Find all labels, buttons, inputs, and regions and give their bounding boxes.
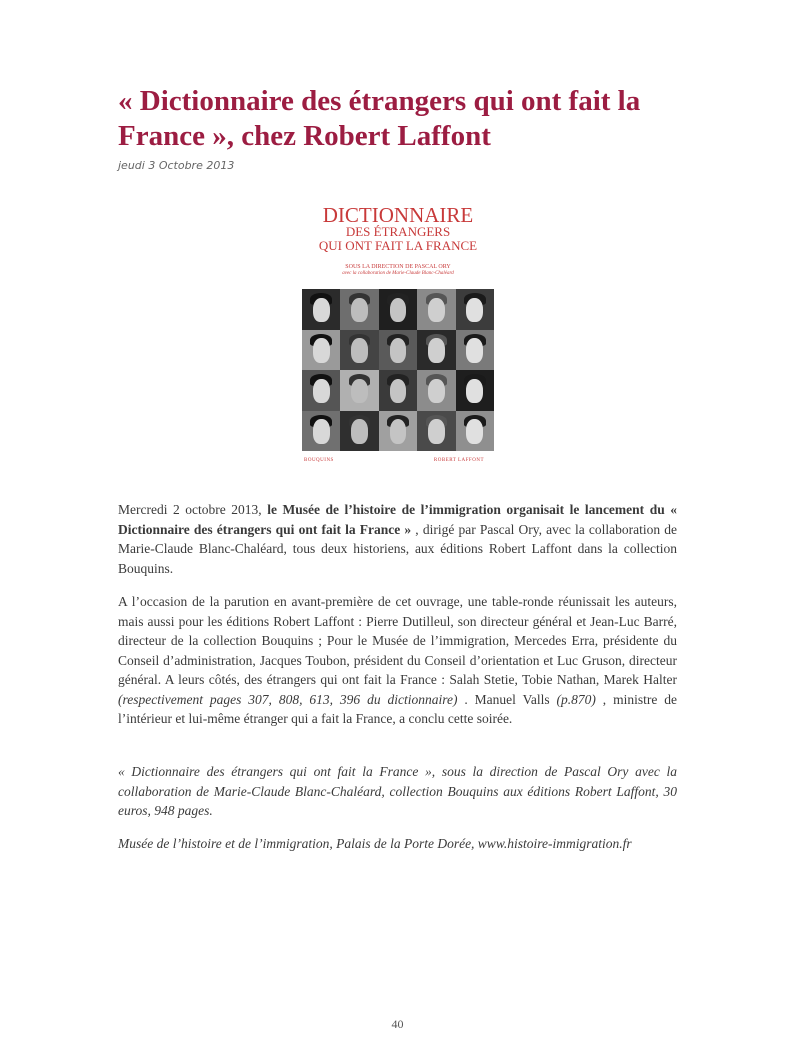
portrait-photo [456,330,494,371]
paragraph-roundtable [118,592,677,729]
intro-bold: le Musée de l’histoire de l’immigration organisait le lancement du « Dictionnaire des étrangers qui ont fait la France » [118,502,677,537]
portrait-photo [417,330,455,371]
portrait-face [428,379,445,403]
article-title: « Dictionnaire des étrangers qui ont fait la France », chez Robert Laffont [118,85,641,152]
cover-direction: SOUS LA DIRECTION DE PASCAL ORY [345,264,451,270]
intro-text-2: , dirigé par Pascal Ory, avec la collaboration de Marie-Claude Blanc-Chaléard, tous deux historiens, aux éditions Robert Laffont dans la collection Bouquins. [118,521,677,576]
paragraph-intro [118,500,677,578]
intro-text-1: Mercredi 2 octobre 2013, [118,502,268,517]
portrait-face [428,419,445,443]
roundtable-pages-note: (respectivement pages 307, 808, 613, 396 du dictionnaire) [118,691,458,707]
cover-publisher-left: BOUQUINS [304,458,334,463]
portrait-face [428,298,445,322]
article-date: jeudi 3 Octobre 2013 [118,159,235,172]
portrait-photo [456,289,494,330]
portrait-face [466,338,483,362]
portrait-face [390,338,407,362]
portrait-photo [340,289,378,330]
portrait-face [313,419,330,443]
roundtable-text-1: A l’occasion de la parution en avant-première de cet ouvrage, une table-ronde réunissait les auteurs, mais aussi pour les éditions Robert Laffont : Pierre Dutilleul, son directeur général et Jean-Luc Barré, directeur de la collection Bouquins ; Pour le Musée de l’immigration, Mercedes Erra, présidente du Conseil d’administration, Jacques Toubon, président du Conseil d’orientation et Luc Gruson, directeur général. A leurs côtés, des étrangers qui ont fait la France : Salah Stetie, Tobie Nathan, Marek Halter [118,594,677,687]
paragraph-museum-address: Musée de l’histoire et de l’immigration, Palais de la Porte Dorée, www.histoire-immigration.fr [118,836,632,851]
portrait-photo [379,411,417,452]
cover-collaboration: avec la collaboration de Marie-Claude Blanc-Chaléard [342,271,454,276]
portrait-photo [417,370,455,411]
book-cover [302,203,494,469]
portrait-photo [379,370,417,411]
cover-publisher-right: ROBERT LAFFONT [433,458,484,463]
portrait-photo [417,289,455,330]
portrait-photo [340,330,378,371]
portrait-photo [340,370,378,411]
portrait-face [351,379,368,403]
roundtable-text-3: , ministre de l’intérieur et lui-même étranger qui a fait la France, a conclu cette soirée. [118,691,677,726]
portrait-face [351,298,368,322]
roundtable-page-ref: (p.870) [556,691,596,707]
paragraph-book-reference: « Dictionnaire des étrangers qui ont fait la France », sous la direction de Pascal Ory avec la collaboration de Marie-Claude Blanc-Chaléard, collection Bouquins aux éditions Robert Laffont, 30 euros, 948 pages. [118,764,677,818]
portrait-face [313,338,330,362]
cover-subtitle-line1: DES ÉTRANGERS [345,224,451,239]
portrait-face [351,419,368,443]
portrait-photo [340,411,378,452]
portrait-face [313,379,330,403]
portrait-photo [302,289,340,330]
portrait-face [351,338,368,362]
portrait-face [390,379,407,403]
portrait-face [466,419,483,443]
cover-subtitle-line2: QUI ONT FAIT LA FRANCE [318,238,478,253]
portrait-photo [302,411,340,452]
portrait-photo [417,411,455,452]
portrait-photo [456,411,494,452]
portrait-face [313,298,330,322]
roundtable-text-2: . Manuel Valls [457,691,557,707]
portrait-face [390,419,407,443]
portrait-photo [302,370,340,411]
portrait-face [466,379,483,403]
cover-portrait-grid [302,289,494,451]
page-number: 40 [391,1017,404,1031]
portrait-face [466,298,483,322]
cover-title: DICTIONNAIRE [322,203,474,227]
portrait-face [390,298,407,322]
portrait-photo [456,370,494,411]
portrait-photo [379,289,417,330]
portrait-face [428,338,445,362]
portrait-photo [302,330,340,371]
portrait-photo [379,330,417,371]
